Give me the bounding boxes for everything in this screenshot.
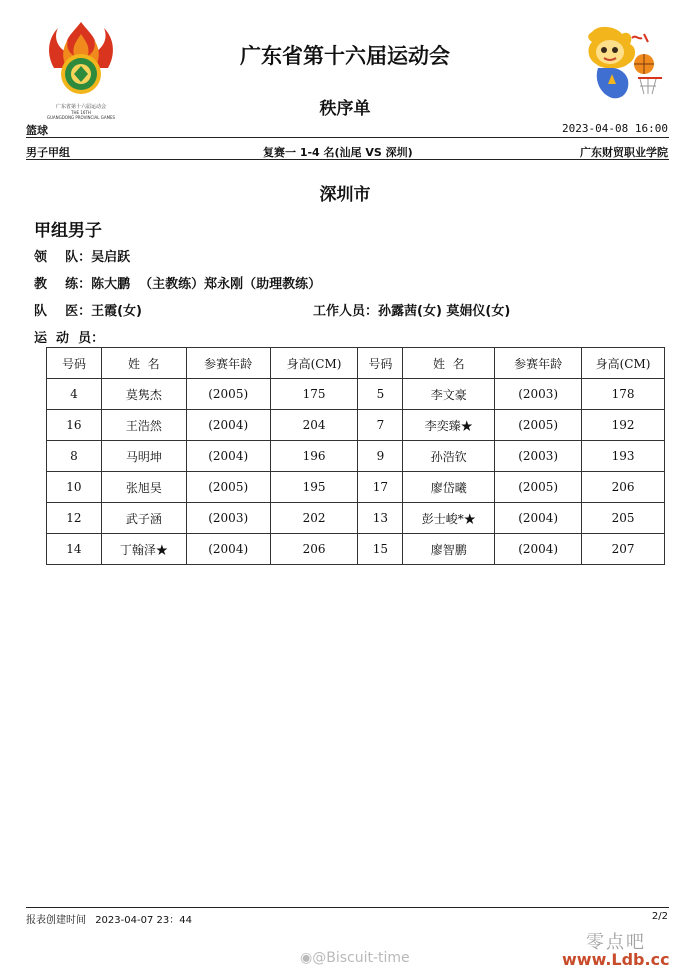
- emblem-caption-cn: 广东省第十六届运动会: [55, 104, 106, 110]
- player-number: 15: [358, 534, 403, 565]
- player-age: (2003): [186, 503, 270, 534]
- created-value: 2023-04-07 23：44: [95, 915, 192, 926]
- player-number: 4: [47, 379, 102, 410]
- player-name: 莫隽杰: [101, 379, 186, 410]
- player-number: 17: [358, 472, 403, 503]
- table-row: [47, 441, 665, 472]
- player-age: (2004): [186, 534, 270, 565]
- team-group: 甲组男子: [34, 221, 102, 241]
- athletes-label: 运 动 员：: [34, 331, 105, 346]
- site-watermark-url: www.Ldb.cc: [562, 950, 670, 969]
- weibo-icon: ◉: [300, 950, 313, 966]
- player-name: 彭士峻*★: [403, 503, 495, 534]
- player-number: 8: [47, 441, 102, 472]
- venue-label: 广东财贸职业学院: [580, 146, 668, 159]
- player-number: 7: [358, 410, 403, 441]
- header-age-2: 参赛年龄: [495, 348, 582, 379]
- player-name: 张旭昊: [101, 472, 186, 503]
- table-row: [47, 379, 665, 410]
- player-name: 马明坤: [101, 441, 186, 472]
- player-height: 206: [582, 472, 665, 503]
- player-name: 李奕臻★: [403, 410, 495, 441]
- player-age: (2005): [495, 472, 582, 503]
- player-number: 12: [47, 503, 102, 534]
- player-name: 王浩然: [101, 410, 186, 441]
- doctor-label: 队 医：: [34, 304, 92, 319]
- player-number: 14: [47, 534, 102, 565]
- sport-label: 篮球: [26, 124, 48, 137]
- player-name: 武子涵: [101, 503, 186, 534]
- player-number: 13: [358, 503, 403, 534]
- coach-row: [34, 273, 321, 292]
- player-age: (2003): [495, 441, 582, 472]
- player-name: 廖岱曦: [403, 472, 495, 503]
- staff-row: [313, 300, 510, 319]
- player-age: (2004): [186, 441, 270, 472]
- coach-names: 陈大鹏 （主教练）郑永刚（助理教练）: [91, 277, 322, 292]
- header-divider-top: [26, 137, 669, 138]
- roster-table: [46, 347, 665, 565]
- coach-label: 教 练：: [34, 277, 92, 292]
- division-label: 男子甲组: [26, 146, 70, 159]
- player-name: 孙浩钦: [403, 441, 495, 472]
- player-height: 196: [270, 441, 358, 472]
- player-height: 192: [582, 410, 665, 441]
- roster-header-row: [47, 348, 665, 379]
- player-age: (2004): [495, 503, 582, 534]
- header-number: 号码: [47, 348, 102, 379]
- player-name: 丁翰泽★: [101, 534, 186, 565]
- footer-divider: [26, 907, 669, 908]
- player-number: 5: [358, 379, 403, 410]
- leader-row: [34, 246, 130, 265]
- table-row: [47, 503, 665, 534]
- player-height: 193: [582, 441, 665, 472]
- player-number: 10: [47, 472, 102, 503]
- player-age: (2005): [495, 410, 582, 441]
- match-datetime: 2023-04-08 16:00: [562, 122, 668, 135]
- header-name-2: 姓 名: [403, 348, 495, 379]
- player-number: 16: [47, 410, 102, 441]
- player-name: 廖智鹏: [403, 534, 495, 565]
- staff-label: 工作人员：: [313, 304, 379, 319]
- player-height: 175: [270, 379, 358, 410]
- player-name: 李文豪: [403, 379, 495, 410]
- player-height: 204: [270, 410, 358, 441]
- player-number: 9: [358, 441, 403, 472]
- header-name: 姓 名: [101, 348, 186, 379]
- player-height: 206: [270, 534, 358, 565]
- emblem-caption-en-2: GUANGDONG PROVINCIAL GAMES: [46, 115, 116, 120]
- header-height-2: 身高(CM): [582, 348, 665, 379]
- player-age: (2005): [186, 379, 270, 410]
- weibo-watermark: [300, 950, 410, 966]
- report-created-time: [26, 911, 192, 926]
- player-age: (2004): [186, 410, 270, 441]
- player-height: 202: [270, 503, 358, 534]
- table-row: [47, 534, 665, 565]
- page-number: 2/2: [651, 911, 668, 922]
- emblem-caption-en-1: THE 16TH: [71, 110, 91, 115]
- team-name: 深圳市: [319, 185, 371, 205]
- match-info: 复赛一 1-4 名(汕尾 VS 深圳): [263, 146, 413, 159]
- player-height: 195: [270, 472, 358, 503]
- page-subtitle: 秩序单: [319, 99, 371, 119]
- created-label: 报表创建时间: [26, 915, 86, 926]
- staff-names: 孙露茜(女) 莫娟仪(女): [378, 304, 511, 319]
- header-age: 参赛年龄: [186, 348, 270, 379]
- leader-label: 领 队：: [34, 250, 92, 265]
- player-height: 205: [582, 503, 665, 534]
- player-height: 178: [582, 379, 665, 410]
- player-height: 207: [582, 534, 665, 565]
- player-age: (2003): [495, 379, 582, 410]
- site-watermark-cn: 零点吧: [586, 932, 646, 953]
- header-divider-bottom: [26, 159, 669, 160]
- doctor-name: 王霞(女): [91, 304, 142, 319]
- header-height: 身高(CM): [270, 348, 358, 379]
- player-age: (2005): [186, 472, 270, 503]
- doctor-row: [34, 300, 142, 319]
- header-number-2: 号码: [358, 348, 403, 379]
- table-row: [47, 472, 665, 503]
- player-age: (2004): [495, 534, 582, 565]
- weibo-handle: @Biscuit-time: [312, 950, 410, 966]
- table-row: [47, 410, 665, 441]
- leader-name: 吴启跃: [91, 250, 131, 265]
- page-title: 广东省第十六届运动会: [240, 44, 450, 68]
